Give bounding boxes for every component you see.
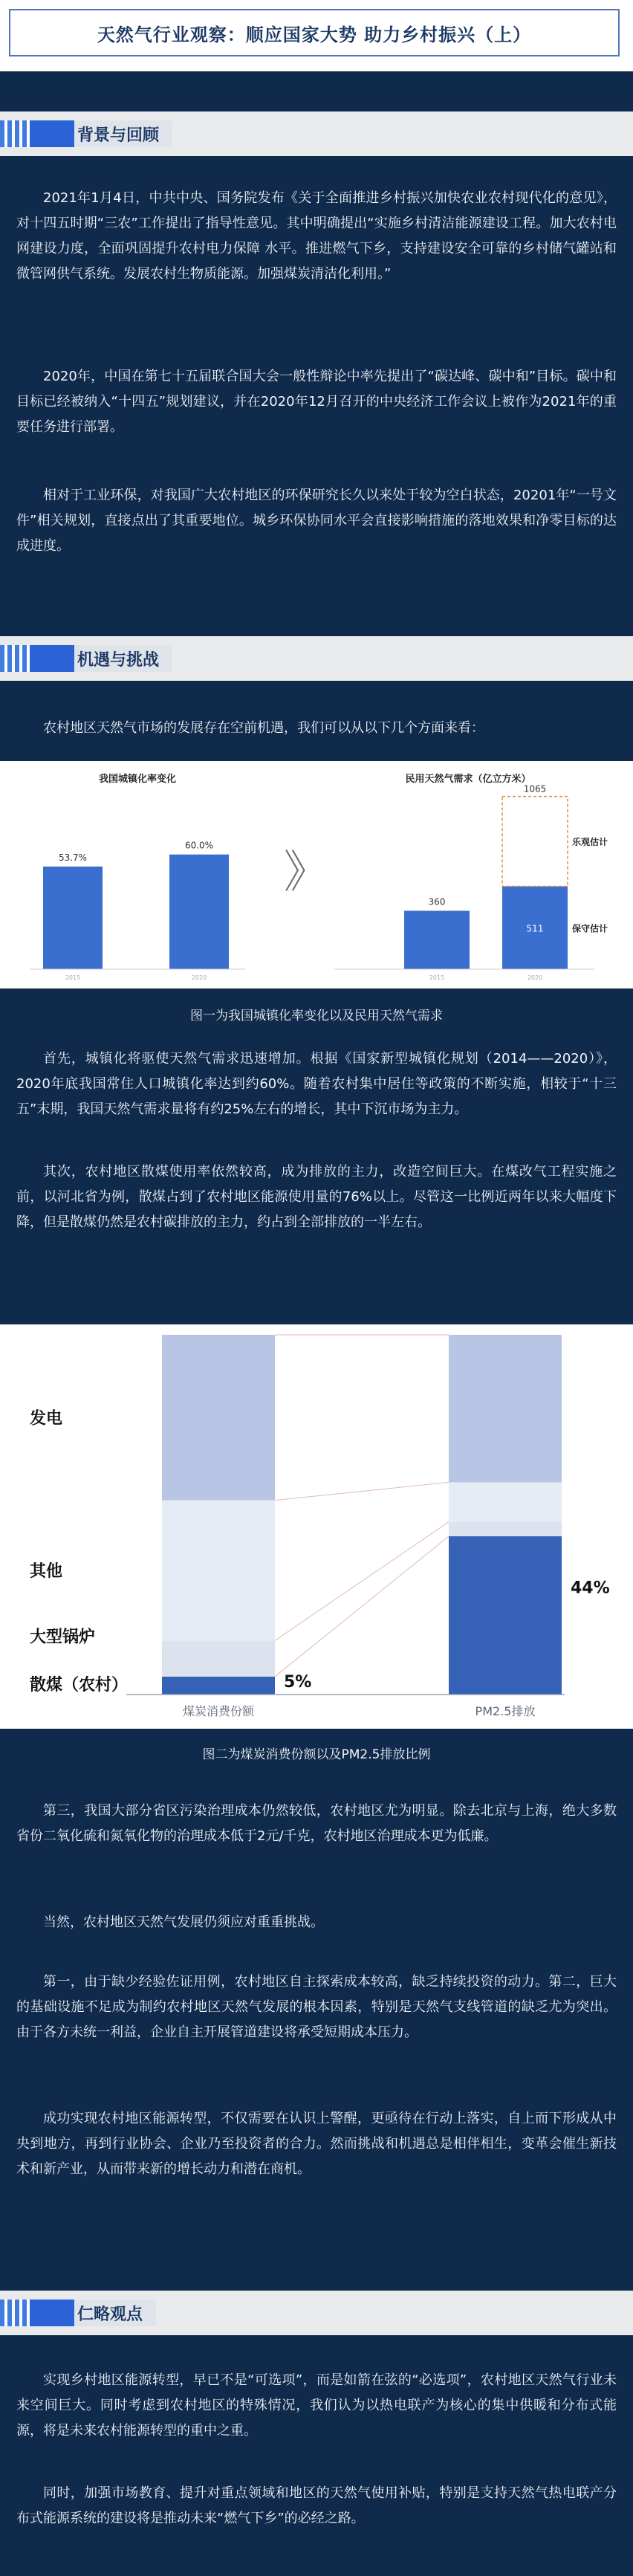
paragraph-intro: 农村地区天然气市场的发展存在空前机遇，我们可以从以下几个方面来看： — [43, 720, 484, 736]
data-label: 53.7% — [58, 852, 88, 863]
section-title-opportunity: 机遇与挑战 — [74, 645, 172, 672]
figure-2-caption: 图二为煤炭消费份额以及PM2.5排放比例 — [202, 1747, 431, 1762]
bar-gas-demand-optimistic-2020 — [502, 797, 568, 887]
chart-title-gas-demand: 民用天然气需求（亿立方米） — [405, 774, 531, 785]
solid-decoration — [30, 120, 74, 147]
paragraph-opportunity-2: 其次，农村地区散煤使用率依然较高，成为排放的主力，改造空间巨大。在煤改气工程实施之前，以河北省为例，散煤占到了农村地区能源使用量的76%以上。尽管这一比例近两年以来大幅度下降，但是散煤仍然是农村碳排放的主力，约占到全部排放的一半左右。 — [16, 1164, 617, 1230]
paragraph-viewpoint-2: 同时，加强市场教育、提升对重点领域和地区的天然气使用补贴，特别是支持天然气热电联产分布式能源系统的建设将是推动未来“燃气下乡”的必经之路。 — [16, 2485, 617, 2526]
bar-urbanization-2015 — [43, 867, 103, 969]
paragraph-opportunity-3: 第三，我国大部分省区污染治理成本仍然较低，农村地区尤为明显。除去北京与上海，绝大多数省份二氧化硫和氮氧化物的治理成本低于2元/千克，农村地区治理成本更为低廉。 — [16, 1803, 617, 1844]
figure-2-chart — [0, 1324, 633, 1729]
section-header-opportunity — [0, 636, 633, 681]
section-header-background — [0, 111, 633, 156]
paragraph-background-2: 2020年，中国在第七十五届联合国大会一般性辩论中率先提出了“碳达峰、碳中和”目标。碳中和目标已经被纳入“十四五”规划建议，并在2020年12月召开的中央经济工作会议上被作为2021年的重要任务进行部署。 — [16, 369, 617, 435]
figure-1-caption: 图一为我国城镇化率变化以及民用天然气需求 — [190, 1009, 443, 1023]
connector-line — [275, 1536, 449, 1677]
data-label: 60.0% — [184, 840, 214, 851]
stack-segment-3-0 — [162, 1335, 275, 1501]
stack-segment-1-0 — [162, 1640, 275, 1676]
stack-segment-2-1 — [449, 1482, 562, 1521]
paragraph-opportunity-6: 成功实现农村地区能源转型，不仅需要在认识上警醒，更亟待在行动上落实，自上而下形成从中央到地方，再到行业协会、企业乃至投资者的合力。然而挑战和机遇总是相伴相生，变革会催生新技术和新产业，从而带来新的增长动力和潜在商机。 — [16, 2111, 617, 2177]
figure-1 — [0, 761, 633, 988]
data-label: 5% — [284, 1672, 312, 1692]
stack-segment-2-0 — [162, 1501, 275, 1641]
connector-line — [275, 1522, 449, 1641]
tick-label: 2015 — [429, 974, 445, 981]
data-label: 511 — [526, 923, 544, 934]
series-label: 大型锅炉 — [30, 1627, 96, 1647]
section-title-viewpoint: 仁略观点 — [74, 2300, 156, 2326]
chart-title-urbanization: 我国城镇化率变化 — [98, 774, 177, 785]
tick-label: 2015 — [65, 974, 81, 981]
stack-segment-1-1 — [449, 1522, 562, 1536]
series-label: 其他 — [30, 1562, 63, 1582]
legend-conservative: 保守估计 — [572, 923, 608, 934]
connector-line — [275, 1482, 449, 1500]
tick-label: 2020 — [527, 974, 543, 981]
figure-1-chart — [0, 761, 633, 988]
chevron-right-icon: 》 — [284, 847, 328, 899]
title-banner — [0, 0, 633, 71]
tick-label: 2020 — [191, 974, 207, 981]
paragraph-background-3: 相对于工业环保，对我国广大农村地区的环保研究长久以来处于较为空白状态，20201年“一号文件”相关规划，直接点出了其重要地位。城乡环保协同水平会直接影响措施的落地效果和净零目标的达成进度。 — [16, 488, 617, 554]
figure-2 — [0, 1324, 633, 1729]
series-label: 发电 — [30, 1408, 63, 1428]
stack-segment-3-1 — [449, 1335, 562, 1482]
paragraph-opportunity-1: 首先，城镇化将驱使天然气需求迅速增加。根据《国家新型城镇化规划（2014——2020）》，2020年底我国常住人口城镇化率达到约60%。随着农村集中居住等政策的不断实施，相较于“十三五”末期，我国天然气需求量将有约25%左右的增长，其中下沉市场为主力。 — [16, 1051, 617, 1117]
series-label: 散煤（农村） — [30, 1675, 129, 1695]
stack-segment-0-0 — [162, 1677, 275, 1695]
bar-gas-demand-conservative-2015 — [404, 910, 470, 969]
section-header-viewpoint — [0, 2291, 633, 2335]
section-title-background: 背景与回顾 — [74, 120, 172, 147]
solid-decoration — [30, 645, 74, 672]
data-label: 360 — [428, 896, 446, 907]
page-title: 天然气行业观察：顺应国家大势 助力乡村振兴（上） — [97, 24, 532, 45]
paragraph-viewpoint-1: 实现乡村地区能源转型，早已不是“可选项”，而是如箭在弦的“必选项”，农村地区天然气行业未来空间巨大。同时考虑到农村地区的特殊情况，我们认为以热电联产为核心的集中供暖和分布式能源，将是未来农村能源转型的重中之重。 — [16, 2372, 617, 2439]
paragraph-opportunity-4: 当然，农村地区天然气发展仍须应对重重挑战。 — [43, 1915, 324, 1930]
paragraph-opportunity-5: 第一，由于缺少经验佐证用例，农村地区自主探索成本较高，缺乏持续投资的动力。第二，巨大的基础设施不足成为制约农村地区天然气发展的根本因素，特别是天然气支线管道的缺乏尤为突出。由于各方未统一利益，企业自主开展管道建设将承受短期成本压力。 — [16, 1974, 617, 2040]
data-label: 44% — [571, 1579, 610, 1598]
legend-optimistic: 乐观估计 — [572, 837, 608, 848]
tick-label: PM2.5排放 — [475, 1704, 536, 1718]
bar-urbanization-2020 — [169, 855, 229, 969]
paragraph-background-1: 2021年1月4日，中共中央、国务院发布《关于全面推进乡村振兴加快农业农村现代化的意见》，对十四五时期“三农”工作提出了指导性意见。其中明确提出“实施乡村清洁能源建设工程。加大农村电网建设力度，全面巩固提升农村电力保障 水平。推进燃气下乡，支持建设安全可靠的乡村储气罐站和微管网供气系统。发展农村生物质能源。加强煤炭清洁化利用。” — [16, 190, 617, 282]
tick-label: 煤炭消费份额 — [182, 1704, 255, 1718]
stack-segment-0-1 — [449, 1536, 562, 1695]
solid-decoration — [30, 2300, 74, 2326]
data-label: 1065 — [523, 783, 547, 795]
title-box — [9, 9, 620, 56]
